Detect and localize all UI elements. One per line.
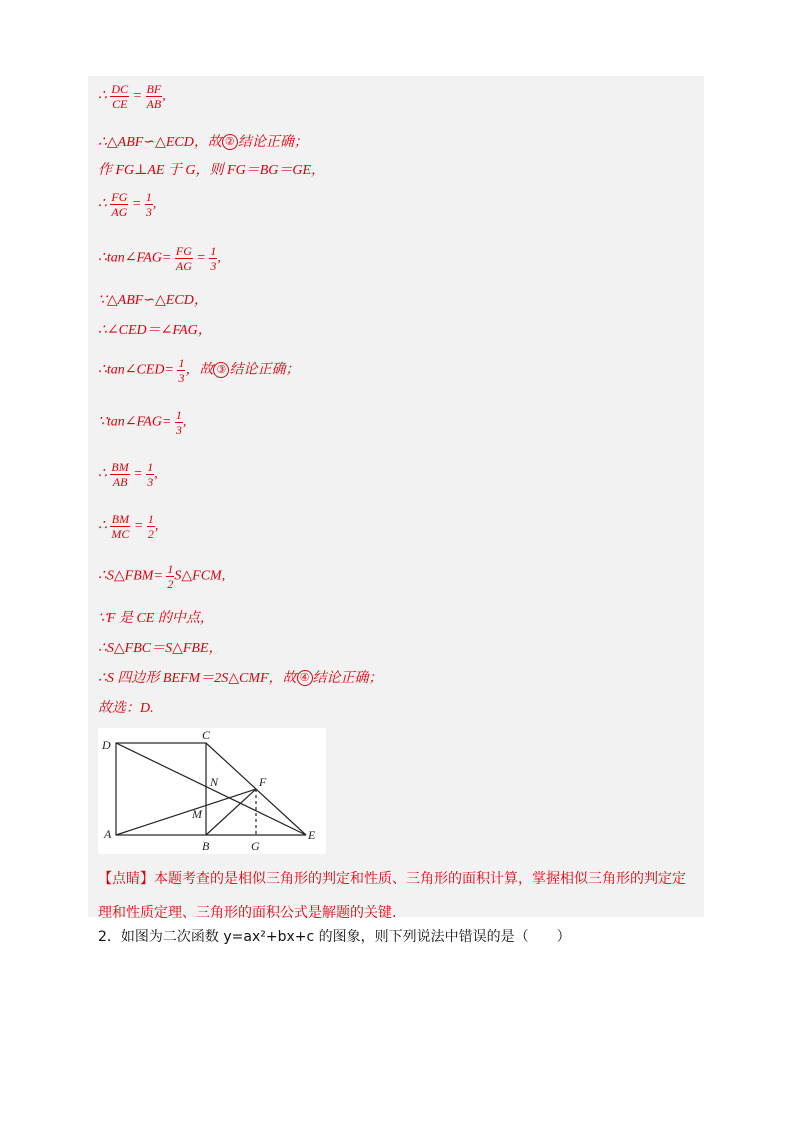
solution-line-7: ∴∠CED＝∠FAG， [98, 323, 212, 338]
key-point-note: 【点睛】本题考查的是相似三角形的判定和性质、三角形的面积计算，掌握相似三角形的判定定理和性质定理、三角形的面积公式是解题的关键. [98, 871, 686, 921]
label-M: M [192, 807, 202, 821]
fraction: $\frac{FG}{AG}$ [175, 244, 192, 273]
fraction: $\frac{1}{3}$ [175, 408, 182, 437]
circled-number: ② [222, 134, 238, 150]
solution-line-11: ∴ $\frac{BM}{MC}$ = $\frac{1}{2}$ , [98, 512, 159, 541]
fraction: $\frac{1}{3}$ [210, 244, 217, 273]
question-2: 2．如图为二次函数 y=ax²+bx+c 的图象，则下列说法中错误的是（ ） [98, 929, 571, 945]
fraction: $\frac{1}{3}$ [178, 356, 185, 385]
label-C: C [202, 728, 211, 742]
fraction: $\frac{BF}{AB}$ [146, 82, 162, 111]
solution-line-2: ∴△ABF∽△ECD，故 ② 结论正确； [98, 135, 308, 150]
solution-line-9: ∵tan∠FAG= $\frac{1}{3}$ , [98, 408, 187, 437]
label-F: F [259, 775, 267, 789]
solution-line-16: 故选：D. [98, 701, 154, 716]
fraction: $\frac{DC}{CE}$ [111, 82, 129, 111]
solution-line-8: ∴tan∠CED= $\frac{1}{3}$ ，故 ③ 结论正确； [98, 356, 300, 385]
label-D: D [102, 738, 111, 752]
circled-number: ③ [213, 362, 229, 378]
fraction: $\frac{1}{2}$ [167, 562, 174, 591]
label-A: A [104, 827, 112, 841]
label-G: G [251, 839, 260, 853]
solution-line-13: ∵F 是 CE 的中点， [98, 611, 214, 626]
solution-line-3: 作 FG⊥AE 于 G，则 FG＝BG＝GE， [98, 163, 326, 178]
label-B: B [202, 839, 210, 853]
solution-line-4: ∴ $\frac{FG}{AG}$ = $\frac{1}{3}$ , [98, 190, 157, 219]
fraction: $\frac{1}{3}$ [147, 460, 154, 489]
solution-line-12: ∴S△FBM= $\frac{1}{2}$ S△FCM, [98, 562, 226, 591]
therefore-symbol: ∴ [98, 88, 107, 104]
fraction: $\frac{BM}{MC}$ [111, 512, 130, 541]
fraction: $\frac{1}{3}$ [145, 190, 152, 219]
label-N: N [210, 775, 219, 789]
solution-line-1: ∴ $\frac{DC}{CE}$ = $\frac{BF}{AB}$ , [98, 82, 166, 111]
fraction: $\frac{FG}{AG}$ [111, 190, 128, 219]
label-E: E [308, 828, 316, 842]
fraction: $\frac{BM}{AB}$ [111, 460, 129, 489]
solution-line-14: ∴S△FBC＝S△FBE， [98, 641, 223, 656]
circled-number: ④ [297, 670, 313, 686]
solution-line-6: ∵△ABF∽△ECD， [98, 293, 208, 308]
solution-line-5: ∴tan∠FAG= $\frac{FG}{AG}$ = $\frac{1}{3}$ , [98, 244, 221, 273]
solution-line-10: ∴ $\frac{BM}{AB}$ = $\frac{1}{3}$ , [98, 460, 158, 489]
fraction: $\frac{1}{2}$ [147, 512, 154, 541]
geometry-figure [98, 728, 326, 854]
solution-line-15: ∴S 四边形 BEFM＝2S△CMF，故 ④ 结论正确； [98, 671, 383, 686]
